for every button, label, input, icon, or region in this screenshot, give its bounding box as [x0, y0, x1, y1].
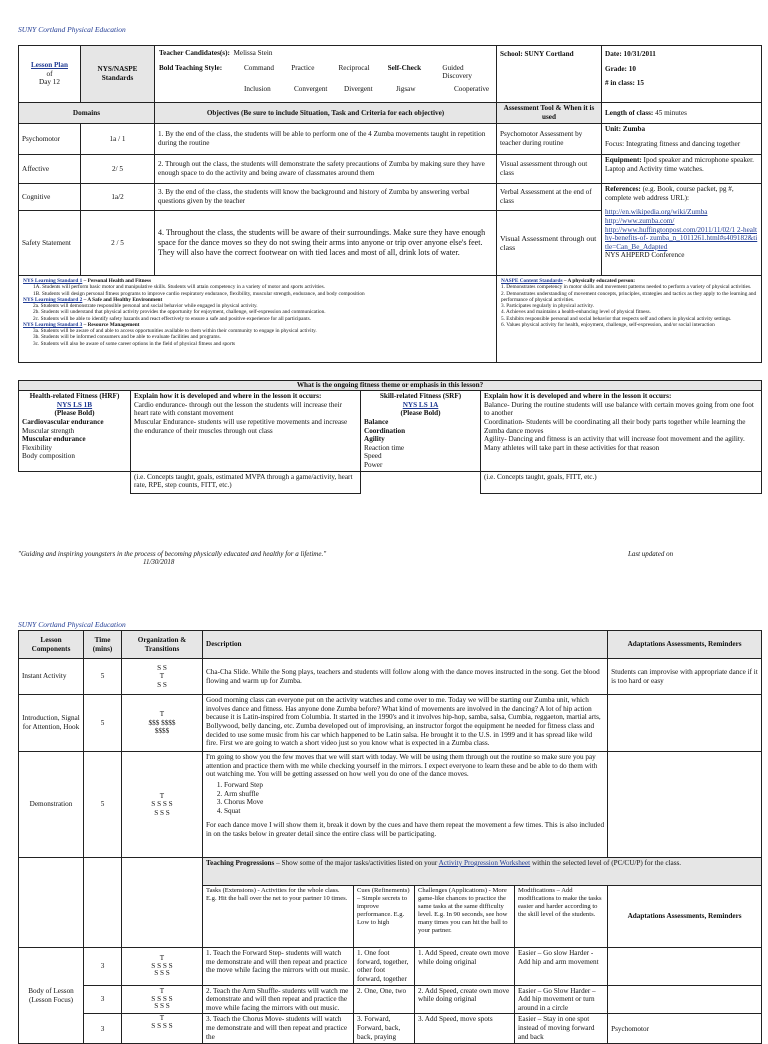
objective-2: 2. Through out the class, the students will demonstrate the safety precautions of Zumba by making sure they have enough space to do the activity and being aware of classmates around them — [155, 155, 497, 184]
task3-adapt: Psychomotor — [608, 1014, 762, 1044]
ref-link-huffington[interactable]: http://www.huffingtonpost.com/2011/11/02/1 2-healthy-benefits-of- zumba_n_1011261.html#s409182&title=Can_Be_Adapted — [605, 225, 758, 251]
std-affective: 2/ 5 — [81, 155, 155, 184]
naspe-standard-item: 4. Achieves and maintains a health-enhancing level of physical fitness. — [501, 309, 651, 316]
quote-date: 11/30/2018 — [143, 558, 175, 566]
task3-org — [122, 1014, 203, 1044]
nys-standard-link[interactable]: NYS Learning Standard 2 — [23, 296, 83, 303]
srf-please-bold: (Please Bold) — [400, 409, 441, 418]
hrf-item-endurance: Muscular endurance — [22, 435, 86, 444]
style-jigsaw: Jigsaw — [396, 84, 416, 93]
progressions-end: within the selected level of (PC/CU/P) for the class. — [530, 859, 682, 867]
org-line: S S S S — [151, 994, 173, 1003]
nys-standard-item: 2a. Students will demonstrate responsible personal and social behavior while engaged in physical activity. — [33, 303, 258, 309]
challenges-header: Challenges (Applications) - More game-like chances to practice the same tasks at the same difficulty level. E.g. In 90 seconds, see how many times you can hit the ball to your partner. — [415, 886, 515, 948]
org-introduction — [122, 695, 203, 752]
hrf-item-cardio: Cardiovascular endurance — [22, 417, 104, 426]
tasks-header: Tasks (Extensions) - Activities for the whole class. E.g. Hit the ball over the net to your partner 10 times. — [203, 886, 354, 948]
nys-standard-link[interactable]: NYS Learning Standard 1 — [23, 278, 83, 284]
move-arm-shuffle: 2. Arm shuffle — [224, 790, 604, 799]
adapt-instant-activity: Students can improvise with appropriate dance if it is too hard or easy — [608, 659, 762, 695]
assessment-3: Verbal Assessment at the end of class — [497, 184, 602, 211]
nys-standard-item: 3a. Students will be aware of and able to access opportunities available to them within their community to engage in physical activity. — [33, 328, 317, 334]
demo-outro: For each dance move I will show them it, break it down by the cues and have them repeat the movement a few times. This is also included in on the tasks below in greater detail since the entire class will be participating. — [206, 821, 605, 839]
body-of-lesson: Body of Lesson (Lesson Focus) — [19, 948, 84, 1044]
srf-note: (i.e. Concepts taught, goals, FITT, etc.) — [481, 471, 762, 493]
srf-explain-title: Explain how it is developed and where in the lesson it occurs: — [484, 392, 672, 400]
fitness-question: What is the ongoing fitness theme or emphasis in this lesson? — [19, 381, 762, 391]
progressions-title: Teaching Progressions — [206, 859, 275, 867]
objective-4: 4. Throughout the class, the students will be aware of their surroundings. Make sure they have enough space for the dance moves so they do not swing their arms into anyone or trip over anyone else's feet. They will also have the correct footwear on with tied laces and most of all, drink lots of water. — [155, 211, 497, 276]
lesson-components-table — [18, 630, 762, 1044]
desc-introduction: Good morning class can everyone put on the activity watches and come over to me. Today we will be starting our Zumba unit, which involves dance and fitness. Has anyone done Zumba before? What kind of movements are involved in the dancing? A lot of hip action because it is Latin-inspired from Columbia. It started in the 1990's and it involves hip-hop, samba, salsa, Cumbia, reggaeton, martial arts, Bollywood, belly dancing, etc. Zumba developed out of improvising, an instructor forgot the equipment he needed for fitness class and decided to use some music from his car which happened to be Latin salsa. He brought it to the U.S. in 1999 and it has spread like wild fire. First we are going to watch a short video just so you know what is expected in a Zumba class. — [203, 695, 608, 752]
lesson-plan-link[interactable]: Lesson Plan — [31, 61, 68, 70]
org-line: S S S S — [151, 961, 173, 970]
ref-link-zumba[interactable]: http://www.zumba.com/ — [605, 216, 675, 225]
nys-standard-item: 2b. Students will understand that physical activity provides the opportunity for enjoyment, challenge, self-expression and communication. — [33, 309, 326, 316]
task2-cue: 2. One, One, two — [354, 985, 415, 1014]
of-label: of — [46, 69, 53, 78]
objectives-header: Objectives (Be sure to include Situation, Task and Criteria for each objective) — [155, 103, 497, 124]
lesson-plan-cell — [19, 46, 81, 103]
org-line: S S S — [154, 1002, 170, 1011]
style-practice: Practice — [291, 63, 315, 72]
style-command: Command — [244, 63, 274, 72]
hrf-explain-cell — [131, 391, 361, 472]
length-value: 45 minutes — [655, 108, 687, 117]
nys-standard-item: 3c. Students will also be aware of some career options in the field of physical fitness and sports — [33, 340, 236, 347]
style-inclusion: Inclusion — [244, 84, 271, 93]
task3-challenge: 3. Add Speed, move spots — [415, 1014, 515, 1044]
org-instant-activity — [122, 659, 203, 695]
teacher-label: Teacher Candidates(s): — [159, 49, 230, 57]
assessment-header: Assessment Tool & When it is used — [497, 103, 602, 124]
org-line: T — [159, 672, 165, 681]
task1-challenge: 1. Add Speed, create own move while doing original — [415, 948, 515, 986]
srf-explain-2: Coordination- Students will be coordinating all their body parts together while learning the Zumba dance moves — [484, 417, 746, 435]
references-cell — [602, 184, 762, 276]
move-forward-step: 1. Forward Step — [224, 781, 604, 790]
move-squat: 4. Squat — [224, 807, 604, 816]
assessment-4: Visual Assessment through out class — [497, 211, 602, 276]
nys-standard-item: 2c. Students will be able to identify safety hazards and react effectively to ensure a safe and positive experience for all participants. — [33, 315, 312, 322]
class-size-value: # in class: 15 — [605, 79, 644, 88]
org-line: T — [159, 710, 165, 719]
activity-progression-link[interactable]: Activity Progression Worksheet — [438, 859, 531, 867]
adaptations-header: Adaptations Assessments, Reminders — [608, 886, 762, 948]
hrf-explain-1: Cardio endurance- through out the lesson the students will increase their heart rate with constant movement — [134, 400, 342, 418]
naspe-standard-item: 3. Participates regularly in physical activity. — [501, 303, 595, 309]
task1-cue: 1. One foot forward, together, other foot forward, together — [354, 948, 415, 986]
hrf-please-bold: (Please Bold) — [54, 409, 95, 418]
task1-org — [122, 948, 203, 986]
nys-standard-title: – A Safe and Healthy Environment — [82, 296, 163, 303]
naspe-standard-item: 2. Demonstrates understanding of movement concepts, principles, strategies and tactics as they apply to the learning and performance of physical activities. — [501, 290, 757, 303]
srf-standard-link[interactable]: NYS LS 1A — [402, 400, 439, 409]
org-line: S S — [157, 680, 167, 689]
style-cooperative: Cooperative — [454, 84, 490, 93]
naspe-title[interactable]: NASPE Content Standards — [501, 278, 563, 284]
unit-value: Unit: Zumba — [605, 125, 646, 133]
nys-standards-cell — [19, 276, 497, 363]
naspe-rest: – A physically educated person: — [562, 278, 636, 284]
col-lesson-components: Lesson Components — [19, 631, 84, 659]
adapt-demonstration — [608, 752, 762, 858]
org-line: S S S S — [151, 1022, 173, 1031]
task3-time: 3 — [84, 1014, 122, 1044]
std-psychomotor: 1a / 1 — [81, 124, 155, 155]
page2-header: SUNY Cortland Physical Education — [18, 620, 126, 629]
domain-psychomotor: Psychomotor — [19, 124, 81, 155]
standards-header: NYS/NASPE Standards — [81, 46, 155, 103]
srf-item-balance: Balance — [364, 417, 389, 426]
task2-adapt — [608, 985, 762, 1014]
task1: 1. Teach the Forward Step- students will watch me demonstrate and will then repeat and practice the move while facing the mirrors with out music. — [203, 948, 354, 986]
time-instant-activity: 5 — [84, 659, 122, 695]
hrf-explain-2: Muscular Endurance- students will use repetitive movements and increase the endurance of their muscles through out class — [134, 417, 348, 435]
hrf-title: Health-related Fitness (HRF) — [29, 392, 120, 400]
style-label: Bold Teaching Style: — [159, 63, 223, 72]
srf-title: Skill-related Fitness (SRF) — [379, 392, 462, 400]
org-line: T — [159, 1014, 165, 1023]
hrf-cell — [19, 391, 131, 472]
org-line: S S S S — [151, 800, 173, 809]
org-line: T — [159, 953, 165, 962]
date-grade-cell — [602, 46, 762, 103]
nys-standard-title: – Personal Health and Fitness — [82, 278, 152, 284]
cues-header: Cues (Refinements) – Simple secrets to improve performance. E.g. Low to high — [354, 886, 415, 948]
task2: 2. Teach the Arm Shuffle- students will watch me demonstrate and will then repeat and practice the move while facing the mirrors with out music. — [203, 985, 354, 1014]
srf-item-reaction: Reaction time — [364, 443, 405, 452]
task2-time: 3 — [84, 985, 122, 1014]
quote-text: "Guiding and inspiring youngsters in the process of becoming physically educated and healthy for a lifetime." — [18, 550, 327, 558]
std-cognitive: 1a/2 — [81, 184, 155, 211]
day-label: Day 12 — [39, 78, 60, 87]
objective-1: 1. By the end of the class, the students will be able to perform one of the 4 Zumba movements taught in repetition during the routine — [155, 124, 497, 155]
org-line: S S S — [154, 969, 170, 978]
task1-adapt — [608, 948, 762, 986]
style-divergent: Divergent — [344, 84, 373, 93]
task2-org — [122, 985, 203, 1014]
progressions-text: – Show some of the major tasks/activities listed on your — [274, 859, 439, 867]
date-value: Date: 10/31/2011 — [605, 50, 656, 58]
srf-cell — [361, 391, 481, 472]
hrf-standard-link[interactable]: NYS LS 1B — [56, 400, 93, 409]
component-introduction: Introduction, Signal for Attention, Hook — [19, 695, 84, 752]
length-label: Length of class: — [605, 108, 654, 117]
equipment-label: Equipment: — [605, 156, 642, 164]
naspe-standards-cell — [497, 276, 762, 363]
srf-explain-3: Agility- Dancing and fitness is an activity that will increase foot movement and the agility. Many athletes will take part in these activities for that reason — [484, 435, 745, 452]
hrf-item-flexibility: Flexibility — [22, 443, 52, 452]
objective-3: 3. By the end of the class, the students will know the background and history of Zumba by answering verbal questions given by the teacher — [155, 184, 497, 211]
naspe-standard-item: 1. Demonstrates competency in motor skills and movement patterns needed to perform a variety of physical activities. — [501, 284, 752, 291]
org-line: $$$ $$$$ — [148, 718, 176, 727]
lesson-info-table — [18, 45, 762, 363]
ref-link-wikipedia[interactable]: http://en.wikipedia.org/wiki/Zumba — [605, 208, 708, 217]
hrf-note: (i.e. Concepts taught, goals, estimated MVPA through a game/activity, heart rate, RPE, step counts, FITT, etc.) — [131, 471, 361, 493]
style-reciprocal: Reciprocal — [338, 63, 370, 72]
task2-mod: Easier – Go Slow Harder – Add hip movement or turn around in a circle — [515, 985, 608, 1014]
unit-focus-cell — [602, 124, 762, 155]
equipment-cell — [602, 155, 762, 184]
demo-intro: I'm going to show you the few moves that we will start with today. We will be using them through out the routine so make sure you pay attention and practice them with me while checking yourself in the mirrors. I expect everyone to learn these and be able to do them with out watching me. You will be getting assessed on how well you do one of the dance moves. — [206, 753, 598, 779]
assessment-1: Psychomotor Assessment by teacher during routine — [497, 124, 602, 155]
nys-standard-item: 1B. Students will design personal fitness programs to improve cardio respiratory endurance, flexibility, muscular strength, endurance, and body composition — [33, 290, 365, 297]
adapt-introduction — [608, 695, 762, 752]
last-updated: Last updated on — [628, 550, 674, 558]
desc-instant-activity: Cha-Cha Slide. While the Song plays, teachers and students will follow along with the dance moves instructed in the song. Get the blood flowing and warm up for Zumba. — [203, 659, 608, 695]
hrf-explain-title: Explain how it is developed and where in the lesson it occurs: — [134, 392, 322, 400]
domain-cognitive: Cognitive — [19, 184, 81, 211]
page1-footer-quote — [18, 550, 358, 566]
references-label: References: — [605, 185, 641, 193]
org-demonstration — [122, 752, 203, 858]
col-description: Description — [203, 631, 608, 659]
school-cell: School: SUNY Cortland — [497, 46, 602, 103]
teacher-style-cell — [155, 46, 497, 103]
task2-challenge: 2. Add Speed, create own move while doing original — [415, 985, 515, 1014]
task3: 3. Teach the Chorus Move- students will watch me demonstrate and will then repeat and practice the — [203, 1014, 354, 1044]
domains-header: Domains — [19, 103, 155, 124]
org-line: S S — [157, 663, 167, 672]
references-value: (e.g. Book, course packet, pg #, complete web address URL): — [605, 185, 734, 202]
modifications-header: Modifications – Add modifications to make the tasks easier and harder according to the skill level of the students. — [515, 886, 608, 948]
equipment-value: Ipod speaker and microphone speaker. Laptop and Activity time watches. — [605, 156, 754, 173]
page1-header: SUNY Cortland Physical Education — [18, 25, 126, 34]
naspe-standard-item: 6. Values physical activity for health, enjoyment, challenge, self-expression, and/or social interaction — [501, 321, 715, 328]
naspe-standard-item: 5. Exhibits responsible personal and social behavior that respects self and others in physical activity settings. — [501, 315, 732, 322]
assessment-2: Visual assessment through out class — [497, 155, 602, 184]
nys-standard-title: – Resource Management — [82, 321, 140, 328]
col-organization: Organization & Transitions — [122, 631, 203, 659]
style-convergent: Convergent — [294, 84, 328, 93]
teaching-progressions — [203, 858, 762, 886]
style-guided-discovery: Guided Discovery — [442, 63, 472, 81]
nys-standard-item: 3b. Students will be informed consumers and be able to evaluate facilities and programs. — [33, 334, 221, 341]
component-instant-activity: Instant Activity — [19, 659, 84, 695]
col-time: Time (mins) — [84, 631, 122, 659]
desc-demonstration — [203, 752, 608, 858]
focus-value: Focus: Integrating fitness and dancing together — [605, 139, 741, 148]
org-line: $$$$ — [154, 727, 170, 736]
task3-cue: 3. Forward, Forward, back, back, praying — [354, 1014, 415, 1044]
teacher-name: Melissa Stein — [233, 49, 273, 57]
time-demonstration: 5 — [84, 752, 122, 858]
move-chorus: 3. Chorus Move — [224, 798, 604, 807]
component-demonstration: Demonstration — [19, 752, 84, 858]
ref-conference: NYS AHPERD Conference — [605, 251, 685, 260]
domain-affective: Affective — [19, 155, 81, 184]
srf-item-speed: Speed — [364, 452, 382, 461]
hrf-item-strength: Muscular strength — [22, 426, 75, 435]
time-introduction: 5 — [84, 695, 122, 752]
srf-explain-cell — [481, 391, 762, 472]
org-line: T — [159, 987, 165, 996]
fitness-table — [18, 380, 762, 494]
std-safety: 2 / 5 — [81, 211, 155, 276]
org-line: S S S — [154, 808, 170, 817]
task3-mod: Easier – Stay in one spot instead of moving forward and back — [515, 1014, 608, 1044]
task1-time: 3 — [84, 948, 122, 986]
style-self-check: Self-Check — [387, 63, 422, 72]
nys-standard-link[interactable]: NYS Learning Standard 3 — [23, 321, 83, 328]
nys-standard-item: 1A. Students will perform basic motor and manipulative skills. Students will attain competency in a variety of motor and sports activities. — [33, 284, 326, 291]
grade-value: Grade: 10 — [605, 64, 636, 73]
task1-mod: Easier – Go slow Harder - Add hip and arm movement — [515, 948, 608, 986]
col-adaptations: Adaptations Assessments, Reminders — [608, 631, 762, 659]
srf-explain-1: Balance- During the routine students will use balance with certain moves going from one foot to another — [484, 400, 754, 418]
domain-safety: Safety Statement — [19, 211, 81, 276]
srf-item-power: Power — [364, 461, 383, 470]
org-line: T — [159, 791, 165, 800]
srf-item-coordination: Coordination — [364, 426, 406, 435]
hrf-item-body-comp: Body composition — [22, 452, 75, 461]
length-cell — [602, 103, 762, 124]
srf-item-agility: Agility — [364, 435, 385, 444]
